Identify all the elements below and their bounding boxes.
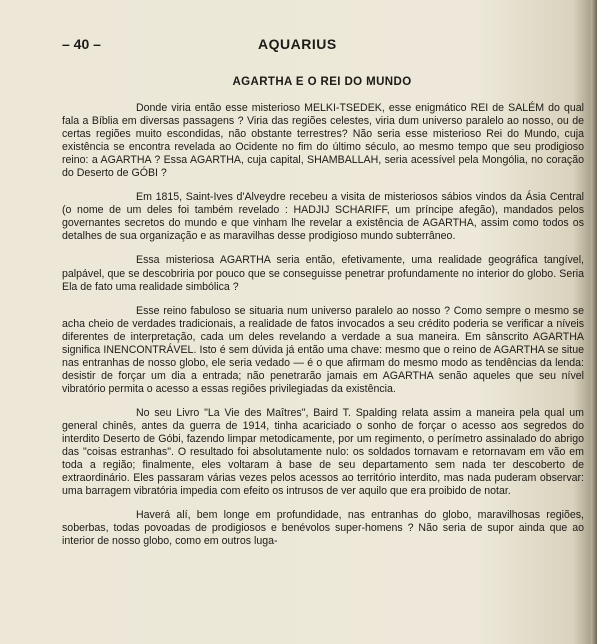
page-number: – 40 – <box>62 36 101 52</box>
paragraph-2: Em 1815, Saint-Ives d'Alveydre recebeu a visita de misteriosos sábios vindos da Ásia Central (o nome de um deles foi também revelado : HADJIJ SCHARIFF, um príncipe afegão), mandados pelos governantes secretos do mundo e que vinham lhe revelar a existência de AGARTHA, assim como todos os detalhes de sua organização e as maravilhas desse prodigioso mundo subterrâneo. <box>62 191 584 243</box>
paragraph-3: Essa misteriosa AGARTHA seria então, efetivamente, uma realidade geográfica tangível, palpável, que se descobriria por pouco que se conseguisse penetrar profundamente no interior do globo. Seria Ela de fato uma realidade simbólica ? <box>62 254 584 293</box>
running-title: AQUARIUS <box>258 36 337 52</box>
body-text <box>62 102 584 559</box>
paragraph-4: Esse reino fabuloso se situaria num universo paralelo ao nosso ? Como sempre o mesmo se acha cheio de verdades tradicionais, a realidade de fatos invocados a seu crédito poderia se verificar a níveis diferentes de interpretação, cada um deles revelando a verdade a sua maneira. Em sânscrito AGARTHA significa INENCONTRÁVEL. Isto é sem dúvida já então uma chave: mesmo que o reino de AGARTHA se situe nas entranhas de nosso globo, ele seria vedado — é o que afirmam do mesmo modo as tendências da lenda: desistir de forçar um dia a entrada; não penetrarão jamais em AGARTHA senão aqueles que seu nível vibratório permita o acesso a essas regiões privilegiadas da existência. <box>62 304 584 395</box>
page-binding-edge <box>591 0 597 644</box>
chapter-title: AGARTHA E O REI DO MUNDO <box>232 76 412 88</box>
paragraph-6: Haverá alí, bem longe em profundidade, nas entranhas do globo, maravilhosas regiões, soberbas, todas povoadas de prodigiosos e benévolos super-homens ? Não seria de supor ainda que ao interior de nosso globo, como em outros luga- <box>62 509 584 548</box>
page-header <box>62 36 582 56</box>
paragraph-5: No seu Livro "La Vie des Maîtres", Baird T. Spalding relata assim a maneira pela qual um general chinês, antes da guerra de 1914, tinha acariciado o sonho de forçar o acesso aos segredos do interdito Deserto de Góbi, fazendo limpar metodicamente, por um regimento, o perímetro assinalado do abrigo das "coisas estranhas". O resultado foi absolutamente nulo: os soldados tornavam e retornavam em vão em toda a região; finalmente, eles voltaram à base de seu departamento sem nada ter descoberto de extraordinário. Eles passaram várias vezes pelos acessos ao território interdito, mas nada puderam observar: uma barragem vibratória impedia com efeito os intrusos de ver aquilo que era proibido de notar. <box>62 406 584 498</box>
paragraph-1: Donde viria então esse misterioso MELKI-TSEDEK, esse enigmático REI de SALÉM do qual fala a Bíblia em diversas passagens ? Viria das regiões celestes, viria dum universo paralelo ao nosso, ou de certas regiões muito escondidas, não obstante terrestres? Não seria esse misterioso Rei do Mundo, cuja existência se encontra revelada ao Ocidente no fim do último século, ao mesmo tempo que seu prodigioso reino: a AGARTHA ? Essa AGARTHA, cuja capital, SHAMBALLAH, seria acessível pela Mongólia, no coração do Deserto de GÓBI ? <box>62 102 584 180</box>
